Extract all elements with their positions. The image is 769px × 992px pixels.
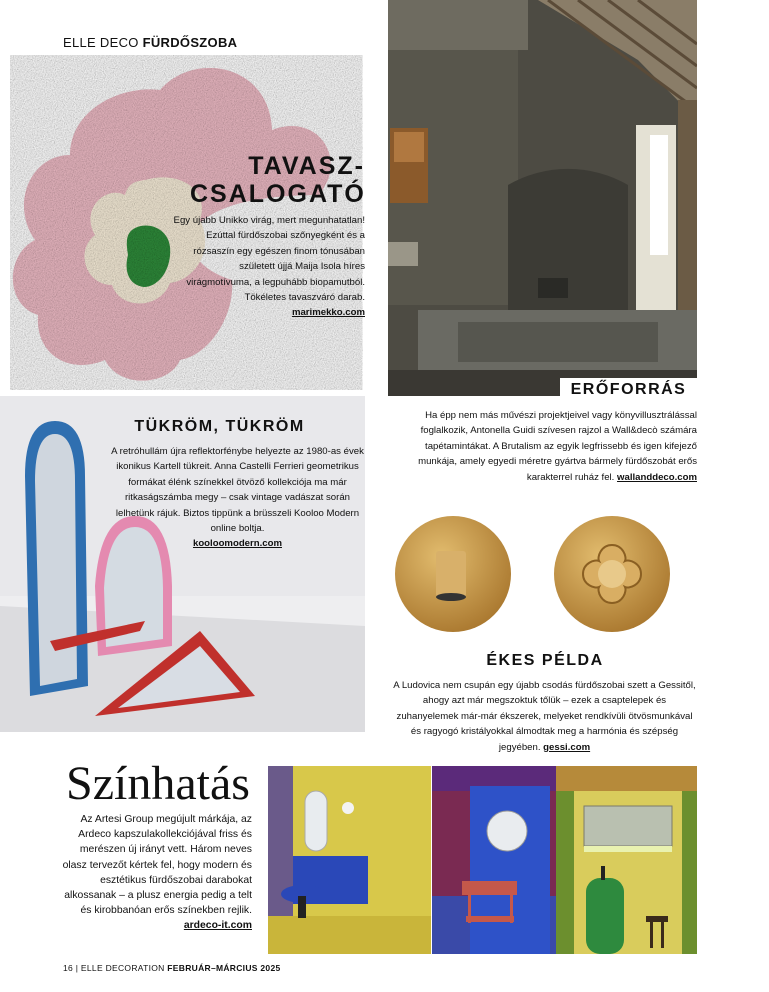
article-2-title: ERŐFORRÁS — [560, 378, 697, 402]
issue-date: FEBRUÁR–MÁRCIUS 2025 — [167, 963, 281, 973]
article-4-link[interactable]: gessi.com — [543, 741, 591, 753]
magazine-name: ELLE DECORATION — [80, 963, 165, 973]
page-footer — [63, 963, 281, 973]
article-3-link[interactable]: kooloomodern.com — [192, 538, 282, 550]
article-5-text: Az Artesi Group megújult márkája, az Ardeco kapszulakollekciójával friss és merészen új irányt vett. Három neves olasz tervezőt kértek fel, hogy modern és esztétikus fürdőszobai darabokat alkossanak – a plusz energia pedig a telt és kirobbanóan erős színekben rejlik. — [62, 814, 252, 917]
concrete-bathroom-photo — [388, 0, 697, 396]
article-1-text: Egy újabb Unikko virág, mert megunhatatlan! Ezúttal fürdőszobai szőnyegként és a rózsaszín egy egészen finom tónusában született újjá Maija Isola híres virágmotívuma, a legpuhább biopamutból. Tökéletes tavaszváró darab. — [173, 215, 365, 304]
article-2-text: Ha épp nem más művészi projektjeivel vagy könyvillusztrálással foglalkozik, Antonella Guidi szívesen rajzol a Wall&decò számára tapétamintákat. A Brutalism az egyik legfrissebb és igen kifejező munkája, amely egyedi méretre gyártva bármely fürdőszobát erős karakterrel ruház fel. — [418, 410, 697, 483]
article-1-title — [190, 152, 365, 208]
section-label — [63, 35, 237, 50]
article-1-body — [172, 213, 365, 321]
section-name: FÜRDŐSZOBA — [142, 35, 238, 50]
article-2-link[interactable]: wallanddeco.com — [617, 471, 697, 483]
page-number: 16 — [63, 963, 74, 973]
article-4-body — [392, 678, 697, 755]
article-1-link[interactable]: marimekko.com — [291, 307, 365, 319]
article-3-title: TÜKRÖM, TÜKRÖM — [134, 418, 305, 435]
footer-separator: | — [75, 963, 79, 973]
ardeco-yellow-bathroom-photo — [268, 766, 431, 954]
article-1-title-line1: TAVASZ- — [248, 152, 365, 180]
gessi-fixture-crystal-image — [553, 515, 671, 633]
article-4-title: ÉKES PÉLDA — [486, 652, 604, 669]
article-5-link[interactable]: ardeco-it.com — [183, 920, 252, 932]
article-3-body — [110, 444, 365, 552]
article-5-title: Színhatás — [66, 757, 250, 810]
gessi-fixture-spout-image — [394, 515, 512, 633]
ardeco-green-bathroom-photo — [556, 766, 697, 954]
article-2-body — [392, 408, 697, 485]
article-4-text: A Ludovica nem csupán egy újabb csodás fürdőszobai szett a Gessitől, ahogy azt már megszoktuk tőlük – ezek a csaptelepek és zuhanyelemek már-már ékszerek, melyeket rendkívüli ötvösmunkával és ragyogó kristályokkal álmodtak meg a harmónia és szépség jegyében. — [393, 680, 696, 753]
article-5-body — [62, 812, 252, 934]
article-1-title-line2: CSALOGATÓ — [190, 180, 366, 208]
article-3-text: A retróhullám újra reflektorfénybe helyezte az 1980-as évek ikonikus Kartell tükreit. Anna Castelli Ferrieri geometrikus formákat élénk színekkel ötvöző kollekciója ma már ritkaságszámba megy – csak vintage vadászat során lelhetünk rájuk. Biztos tippünk a brüsszeli Kooloo Modern online boltja. — [111, 446, 364, 535]
section-brand: ELLE DECO — [63, 35, 139, 50]
